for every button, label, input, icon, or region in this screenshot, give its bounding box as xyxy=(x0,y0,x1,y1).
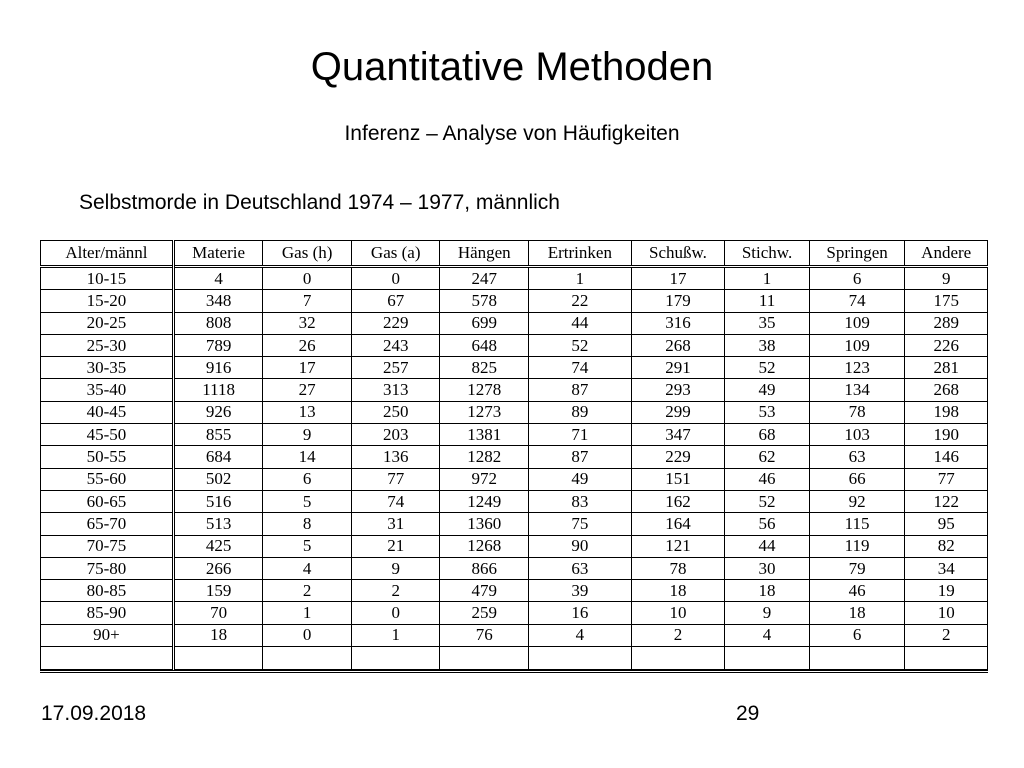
table-cell: 1118 xyxy=(173,379,263,401)
table-cell: 9 xyxy=(263,424,352,446)
page-number: 29 xyxy=(736,702,760,725)
table-cell: 6 xyxy=(263,468,352,490)
table-cell: 53 xyxy=(725,401,810,423)
table-row xyxy=(41,535,988,557)
table-cell: 18 xyxy=(809,602,905,624)
row-label-cell: 45-50 xyxy=(41,424,174,446)
table-cell: 425 xyxy=(173,535,263,557)
table-cell: 648 xyxy=(440,334,529,356)
table-cell: 9 xyxy=(905,267,988,290)
table-cell: 21 xyxy=(351,535,440,557)
table-cell: 52 xyxy=(529,334,632,356)
table-cell: 5 xyxy=(263,490,352,512)
table-cell: 513 xyxy=(173,513,263,535)
table-cell: 4 xyxy=(263,557,352,579)
table-header-row xyxy=(41,241,988,267)
table-cell: 78 xyxy=(631,557,725,579)
table-cell: 257 xyxy=(351,357,440,379)
row-label-cell: 80-85 xyxy=(41,580,174,602)
column-header: Andere xyxy=(905,241,988,267)
row-label-cell: 30-35 xyxy=(41,357,174,379)
table-cell: 2 xyxy=(263,580,352,602)
row-label-cell: 90+ xyxy=(41,624,174,646)
table-row xyxy=(41,357,988,379)
table-cell: 11 xyxy=(725,290,810,312)
table-cell: 26 xyxy=(263,334,352,356)
footer-date: 17.09.2018 xyxy=(41,702,147,725)
table-cell: 74 xyxy=(529,357,632,379)
table-cell: 8 xyxy=(263,513,352,535)
table-cell: 7 xyxy=(263,290,352,312)
table-cell: 179 xyxy=(631,290,725,312)
table-cell: 198 xyxy=(905,401,988,423)
table-row xyxy=(41,624,988,646)
table-row xyxy=(41,290,988,312)
column-header: Stichw. xyxy=(725,241,810,267)
table-cell: 159 xyxy=(173,580,263,602)
table-body xyxy=(41,267,988,670)
empty-cell xyxy=(809,647,905,670)
table-cell: 229 xyxy=(631,446,725,468)
table-cell: 247 xyxy=(440,267,529,290)
empty-cell xyxy=(263,647,352,670)
table-cell: 66 xyxy=(809,468,905,490)
table-caption: Selbstmorde in Deutschland 1974 – 1977, männlich xyxy=(79,191,560,214)
row-label-cell: 75-80 xyxy=(41,557,174,579)
table-cell: 1 xyxy=(529,267,632,290)
column-header: Alter/männl xyxy=(41,241,174,267)
table-cell: 30 xyxy=(725,557,810,579)
table-cell: 9 xyxy=(725,602,810,624)
table-row xyxy=(41,379,988,401)
table-cell: 89 xyxy=(529,401,632,423)
table-cell: 293 xyxy=(631,379,725,401)
table-cell: 259 xyxy=(440,602,529,624)
table-cell: 121 xyxy=(631,535,725,557)
table-cell: 87 xyxy=(529,446,632,468)
table-cell: 313 xyxy=(351,379,440,401)
table-cell: 1360 xyxy=(440,513,529,535)
table-cell: 5 xyxy=(263,535,352,557)
row-label-cell: 25-30 xyxy=(41,334,174,356)
table-cell: 825 xyxy=(440,357,529,379)
table-row xyxy=(41,446,988,468)
table-cell: 39 xyxy=(529,580,632,602)
table-cell: 13 xyxy=(263,401,352,423)
table-cell: 109 xyxy=(809,312,905,334)
table-cell: 10 xyxy=(905,602,988,624)
table-cell: 44 xyxy=(529,312,632,334)
table-cell: 916 xyxy=(173,357,263,379)
table-row xyxy=(41,468,988,490)
table-cell: 90 xyxy=(529,535,632,557)
table-row xyxy=(41,513,988,535)
table-cell: 502 xyxy=(173,468,263,490)
table-row xyxy=(41,424,988,446)
table-cell: 1 xyxy=(725,267,810,290)
table-row xyxy=(41,602,988,624)
table-cell: 4 xyxy=(529,624,632,646)
table-row xyxy=(41,557,988,579)
row-label-cell: 10-15 xyxy=(41,267,174,290)
table-cell: 22 xyxy=(529,290,632,312)
table-cell: 926 xyxy=(173,401,263,423)
table-cell: 226 xyxy=(905,334,988,356)
row-label-cell: 20-25 xyxy=(41,312,174,334)
table-cell: 175 xyxy=(905,290,988,312)
table-cell: 63 xyxy=(809,446,905,468)
table-cell: 49 xyxy=(529,468,632,490)
table-cell: 75 xyxy=(529,513,632,535)
table-cell: 268 xyxy=(631,334,725,356)
table-cell: 115 xyxy=(809,513,905,535)
table-cell: 87 xyxy=(529,379,632,401)
table-cell: 76 xyxy=(440,624,529,646)
data-table-container xyxy=(40,240,988,673)
table-cell: 4 xyxy=(725,624,810,646)
table-cell: 92 xyxy=(809,490,905,512)
table-cell: 31 xyxy=(351,513,440,535)
table-cell: 6 xyxy=(809,624,905,646)
table-cell: 2 xyxy=(631,624,725,646)
table-row xyxy=(41,312,988,334)
empty-cell xyxy=(440,647,529,670)
table-cell: 71 xyxy=(529,424,632,446)
row-label-cell: 65-70 xyxy=(41,513,174,535)
table-cell: 109 xyxy=(809,334,905,356)
table-cell: 79 xyxy=(809,557,905,579)
table-cell: 35 xyxy=(725,312,810,334)
table-cell: 119 xyxy=(809,535,905,557)
table-cell: 0 xyxy=(263,267,352,290)
table-cell: 250 xyxy=(351,401,440,423)
table-cell: 1268 xyxy=(440,535,529,557)
table-cell: 32 xyxy=(263,312,352,334)
suicide-statistics-table xyxy=(40,240,988,670)
table-cell: 299 xyxy=(631,401,725,423)
table-cell: 9 xyxy=(351,557,440,579)
row-label-cell: 85-90 xyxy=(41,602,174,624)
table-cell: 52 xyxy=(725,490,810,512)
table-row xyxy=(41,334,988,356)
table-cell: 789 xyxy=(173,334,263,356)
table-cell: 122 xyxy=(905,490,988,512)
empty-cell xyxy=(631,647,725,670)
table-cell: 17 xyxy=(263,357,352,379)
empty-cell xyxy=(725,647,810,670)
table-cell: 18 xyxy=(173,624,263,646)
table-row xyxy=(41,267,988,290)
column-header: Ertrinken xyxy=(529,241,632,267)
table-cell: 855 xyxy=(173,424,263,446)
table-cell: 0 xyxy=(351,267,440,290)
column-header: Hängen xyxy=(440,241,529,267)
table-cell: 229 xyxy=(351,312,440,334)
table-cell: 2 xyxy=(905,624,988,646)
table-cell: 151 xyxy=(631,468,725,490)
table-cell: 46 xyxy=(809,580,905,602)
table-cell: 808 xyxy=(173,312,263,334)
table-cell: 1249 xyxy=(440,490,529,512)
column-header: Gas (h) xyxy=(263,241,352,267)
row-label-cell: 70-75 xyxy=(41,535,174,557)
table-cell: 1 xyxy=(351,624,440,646)
table-cell: 44 xyxy=(725,535,810,557)
table-cell: 0 xyxy=(263,624,352,646)
table-cell: 18 xyxy=(631,580,725,602)
column-header: Springen xyxy=(809,241,905,267)
empty-cell xyxy=(173,647,263,670)
table-cell: 74 xyxy=(351,490,440,512)
table-cell: 74 xyxy=(809,290,905,312)
table-cell: 68 xyxy=(725,424,810,446)
table-cell: 1273 xyxy=(440,401,529,423)
table-cell: 289 xyxy=(905,312,988,334)
table-cell: 1282 xyxy=(440,446,529,468)
table-cell: 266 xyxy=(173,557,263,579)
table-cell: 316 xyxy=(631,312,725,334)
table-row xyxy=(41,490,988,512)
table-cell: 34 xyxy=(905,557,988,579)
table-cell: 291 xyxy=(631,357,725,379)
table-cell: 684 xyxy=(173,446,263,468)
table-cell: 164 xyxy=(631,513,725,535)
row-label-cell: 15-20 xyxy=(41,290,174,312)
table-cell: 83 xyxy=(529,490,632,512)
table-cell: 699 xyxy=(440,312,529,334)
table-cell: 348 xyxy=(173,290,263,312)
table-cell: 190 xyxy=(905,424,988,446)
table-cell: 67 xyxy=(351,290,440,312)
table-cell: 46 xyxy=(725,468,810,490)
table-row xyxy=(41,580,988,602)
table-cell: 4 xyxy=(173,267,263,290)
table-cell: 6 xyxy=(809,267,905,290)
table-cell: 27 xyxy=(263,379,352,401)
column-header: Materie xyxy=(173,241,263,267)
table-cell: 14 xyxy=(263,446,352,468)
empty-cell xyxy=(905,647,988,670)
row-label-cell: 35-40 xyxy=(41,379,174,401)
table-cell: 10 xyxy=(631,602,725,624)
table-cell: 56 xyxy=(725,513,810,535)
table-cell: 243 xyxy=(351,334,440,356)
column-header: Schußw. xyxy=(631,241,725,267)
table-cell: 16 xyxy=(529,602,632,624)
table-cell: 19 xyxy=(905,580,988,602)
table-cell: 17 xyxy=(631,267,725,290)
table-cell: 578 xyxy=(440,290,529,312)
empty-table-row xyxy=(41,647,988,670)
table-cell: 1 xyxy=(263,602,352,624)
table-cell: 77 xyxy=(351,468,440,490)
table-cell: 52 xyxy=(725,357,810,379)
empty-cell xyxy=(41,647,174,670)
table-cell: 77 xyxy=(905,468,988,490)
table-cell: 866 xyxy=(440,557,529,579)
table-cell: 268 xyxy=(905,379,988,401)
slide-title: Quantitative Methoden xyxy=(310,45,714,89)
empty-cell xyxy=(529,647,632,670)
table-cell: 347 xyxy=(631,424,725,446)
table-cell: 2 xyxy=(351,580,440,602)
table-row xyxy=(41,401,988,423)
table-cell: 479 xyxy=(440,580,529,602)
table-cell: 63 xyxy=(529,557,632,579)
row-label-cell: 40-45 xyxy=(41,401,174,423)
table-cell: 70 xyxy=(173,602,263,624)
table-cell: 162 xyxy=(631,490,725,512)
table-cell: 516 xyxy=(173,490,263,512)
table-cell: 0 xyxy=(351,602,440,624)
table-cell: 123 xyxy=(809,357,905,379)
table-cell: 136 xyxy=(351,446,440,468)
table-cell: 1278 xyxy=(440,379,529,401)
table-cell: 1381 xyxy=(440,424,529,446)
row-label-cell: 50-55 xyxy=(41,446,174,468)
column-header: Gas (a) xyxy=(351,241,440,267)
table-cell: 78 xyxy=(809,401,905,423)
table-cell: 203 xyxy=(351,424,440,446)
table-cell: 18 xyxy=(725,580,810,602)
slide-subtitle: Inferenz – Analyse von Häufigkeiten xyxy=(344,122,680,145)
table-cell: 281 xyxy=(905,357,988,379)
table-cell: 134 xyxy=(809,379,905,401)
table-cell: 82 xyxy=(905,535,988,557)
empty-cell xyxy=(351,647,440,670)
table-cell: 62 xyxy=(725,446,810,468)
row-label-cell: 55-60 xyxy=(41,468,174,490)
table-cell: 972 xyxy=(440,468,529,490)
row-label-cell: 60-65 xyxy=(41,490,174,512)
table-cell: 49 xyxy=(725,379,810,401)
table-cell: 95 xyxy=(905,513,988,535)
table-cell: 103 xyxy=(809,424,905,446)
table-cell: 38 xyxy=(725,334,810,356)
table-cell: 146 xyxy=(905,446,988,468)
